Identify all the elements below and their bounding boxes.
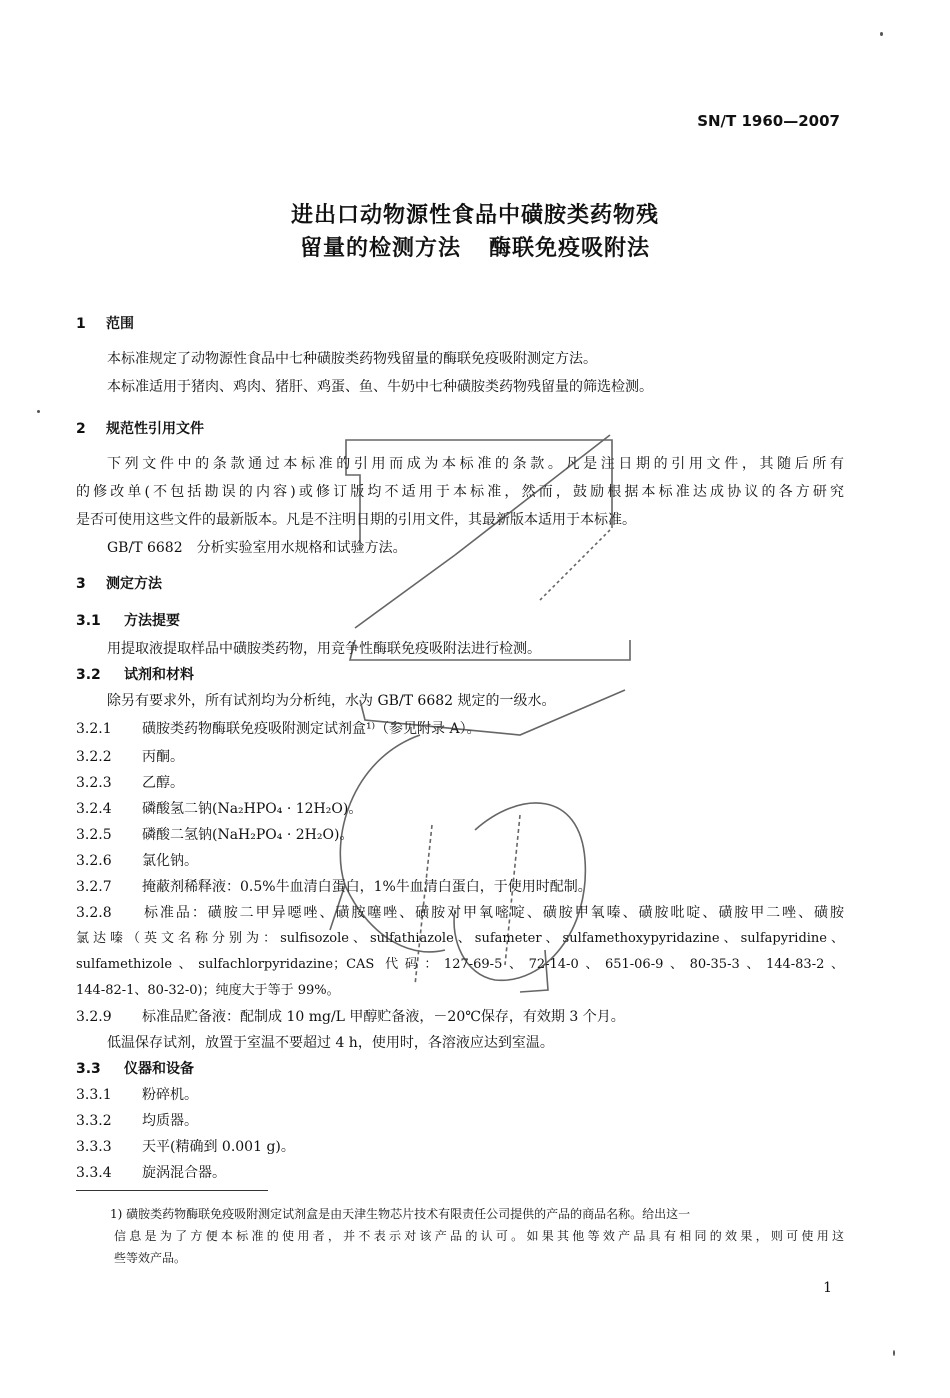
standard-code: SN/T 1960—2007 xyxy=(697,112,840,130)
clause-item: 3.2.5 磷酸二氢钠(NaH₂PO₄ · 2H₂O)。 xyxy=(76,827,354,843)
clause-item: 3.2.2 丙酮。 xyxy=(76,749,184,765)
clause-3-2-8-line2: 氯达嗪（英文名称分别为：sulfisozole、sulfathiazole、sufameter、sulfamethoxypyridazine、sulfapyridine、 xyxy=(76,931,844,946)
title-part-a: 留量的检测方法 xyxy=(299,236,461,261)
clause-item: 3.2.4 磷酸氢二钠(Na₂HPO₄ · 12H₂O)。 xyxy=(76,801,363,817)
section-2-para-line1: 下列文件中的条款通过本标准的引用而成为本标准的条款。凡是注日期的引用文件，其随后所有 xyxy=(107,456,844,472)
footnote-line3: 些等效产品。 xyxy=(114,1251,187,1265)
section-3-heading: 3 测定方法 xyxy=(76,576,162,592)
section-1-heading: 1 范围 xyxy=(76,316,134,332)
section-2-para-line3: 是否可使用这些文件的最新版本。凡是不注明日期的引用文件，其最新版本适用于本标准。 xyxy=(76,512,636,528)
footnote-separator xyxy=(76,1190,268,1191)
section-1-para-1: 本标准规定了动物源性食品中七种磺胺类药物残留量的酶联免疫吸附测定方法。 xyxy=(107,351,597,367)
section-2-para-line2: 的修改单(不包括勘误的内容)或修订版均不适用于本标准，然而，鼓励根据本标准达成协议的各方研究 xyxy=(76,484,844,500)
storage-note: 低温保存试剂，放置于室温不要超过 4 h，使用时，各溶液应达到室温。 xyxy=(107,1035,554,1051)
section-3-1-para: 用提取液提取样品中磺胺类药物，用竞争性酶联免疫吸附法进行检测。 xyxy=(107,641,541,657)
title-part-b: 酶联免疫吸附法 xyxy=(489,236,651,261)
doc-title-line2 xyxy=(0,231,950,262)
equipment-item: 3.3.4 旋涡混合器。 xyxy=(76,1165,226,1181)
section-3-3-heading: 3.3 仪器和设备 xyxy=(76,1061,194,1077)
page-number: 1 xyxy=(823,1280,832,1296)
footnote-line2: 信息是为了方便本标准的使用者，并不表示对该产品的认可。如果其他等效产品具有相同的效果，则可使用这 xyxy=(114,1229,844,1243)
clause-3-2-8-line3: sulfamethizole、sulfachlorpyridazine；CAS 代码：127-69-5、72-14-0、651-06-9、80-35-3、144-83-2、 xyxy=(76,957,844,972)
section-1-para-2: 本标准适用于猪肉、鸡肉、猪肝、鸡蛋、鱼、牛奶中七种磺胺类药物残留量的筛选检测。 xyxy=(107,379,653,395)
normative-reference: GB/T 6682 分析实验室用水规格和试验方法。 xyxy=(107,540,407,556)
equipment-item: 3.3.1 粉碎机。 xyxy=(76,1087,198,1103)
clause-3-2-8-line1: 3.2.8 标准品：磺胺二甲异噁唑、磺胺噻唑、磺胺对甲氧嘧啶、磺胺甲氧嗪、磺胺吡啶、磺胺甲二唑、磺胺 xyxy=(76,905,844,921)
section-3-2-para: 除另有要求外，所有试剂均为分析纯，水为 GB/T 6682 规定的一级水。 xyxy=(107,693,556,709)
clause-3-2-9: 3.2.9 标准品贮备液：配制成 10 mg/L 甲醇贮备液，－20℃保存，有效期 3 个月。 xyxy=(76,1009,625,1025)
equipment-item: 3.3.2 均质器。 xyxy=(76,1113,198,1129)
section-2-heading: 2 规范性引用文件 xyxy=(76,421,204,437)
scan-speck xyxy=(880,32,883,36)
clause-item: 3.2.6 氯化钠。 xyxy=(76,853,198,869)
equipment-item: 3.3.3 天平(精确到 0.001 g)。 xyxy=(76,1139,295,1155)
scan-speck xyxy=(37,410,40,413)
scan-speck xyxy=(893,1350,895,1356)
section-3-2-heading: 3.2 试剂和材料 xyxy=(76,667,194,683)
clause-item: 3.2.1 磺胺类药物酶联免疫吸附测定试剂盒¹⁾（参见附录 A）。 xyxy=(76,721,481,737)
clause-item: 3.2.3 乙醇。 xyxy=(76,775,184,791)
clause-item: 3.2.7 掩蔽剂稀释液：0.5%牛血清白蛋白，1%牛血清白蛋白，于使用时配制。 xyxy=(76,879,592,895)
clause-3-2-8-line4: 144-82-1、80-32-0)；纯度大于等于 99%。 xyxy=(76,983,340,998)
doc-title-line1: 进出口动物源性食品中磺胺类药物残 xyxy=(290,203,659,228)
footnote-line1: 1) 磺胺类药物酶联免疫吸附测定试剂盒是由天津生物芯片技术有限责任公司提供的产品的商品名称。给出这一 xyxy=(110,1207,691,1221)
section-3-1-heading: 3.1 方法提要 xyxy=(76,613,180,629)
